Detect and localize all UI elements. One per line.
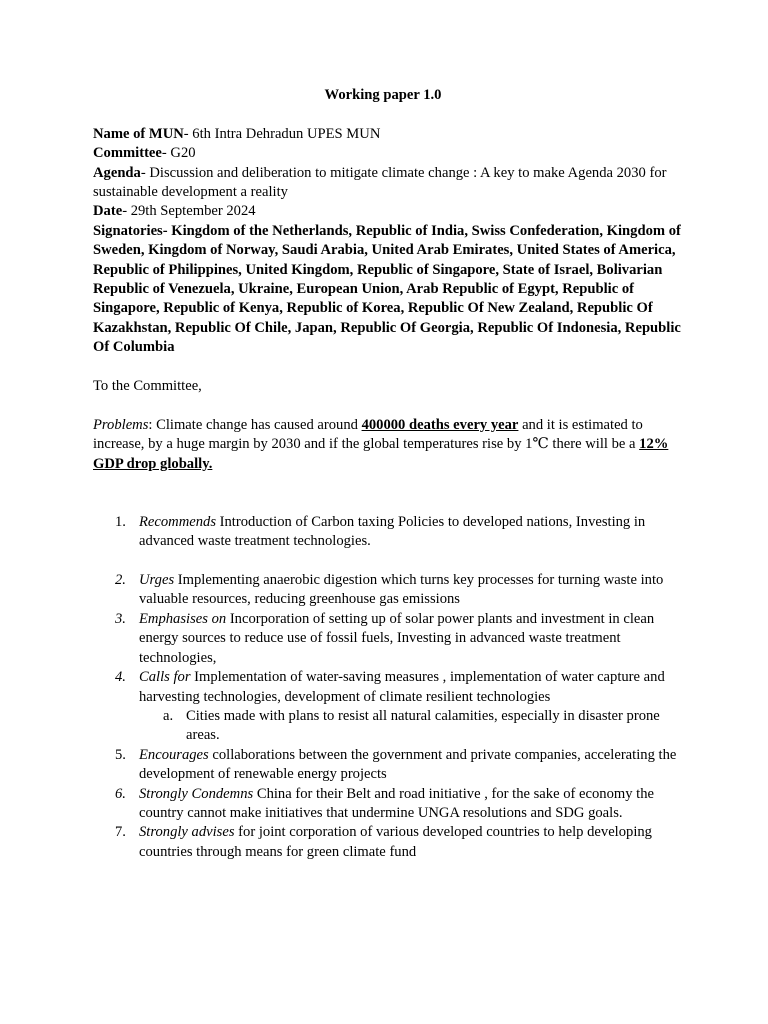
gdp-highlight: 12% GDP drop globally. xyxy=(93,436,669,472)
deaths-highlight: 400000 deaths every year xyxy=(361,416,519,433)
clause-strongly-condemns xyxy=(93,785,683,824)
clause-text: collaborations between the government and private companies, accelerating the development of renewable energy projects xyxy=(139,746,677,783)
salutation: To the Committee, xyxy=(93,378,202,395)
celsius-unit: ℃ xyxy=(532,436,549,453)
date-label: Date xyxy=(93,203,123,220)
clause-urges xyxy=(93,571,683,610)
document-title: Working paper 1.0 xyxy=(324,87,442,103)
mun-name-line xyxy=(93,125,683,144)
clause-encourages xyxy=(93,746,683,785)
sub-clause-text: Cities made with plans to resist all natural calamities, especially in disaster prone areas. xyxy=(186,707,660,744)
problems-text: there will be a xyxy=(548,436,640,453)
sub-clauses xyxy=(93,707,683,746)
clause-number: 2. xyxy=(115,572,126,589)
committee-line xyxy=(93,144,683,163)
mun-name-value: - 6th Intra Dehradun UPES MUN xyxy=(183,125,381,142)
mun-name-label: Name of MUN xyxy=(93,125,184,142)
signatories: Signatories- Kingdom of the Netherlands, Republic of India, Swiss Confederation, Kingdom of Sweden, Kingdom of Norway, Saudi Arabia, United Arab Emirates, United States of America, Republic of Philippines, United Kingdom, Republic of Singapore, State of Israel, Bolivarian Republic of Venezuela, Ukraine, European Union, Arab Republic of Egypt, Republic of Singapore, Republic of Kenya, Republic of Korea, Republic Of New Zealand, Republic Of Kazakhstan, Republic Of Chile, Japan, Republic Of Georgia, Republic Of Indonesia, Republic Of Columbia xyxy=(93,222,681,356)
clause-verb: Recommends xyxy=(139,513,216,530)
clause-number: 7. xyxy=(115,824,126,841)
working-paper xyxy=(93,86,683,862)
clause-verb: Urges xyxy=(139,572,175,589)
spacer xyxy=(93,358,683,377)
clause-number: 5. xyxy=(115,746,126,763)
clause-verb: Encourages xyxy=(139,746,209,763)
agenda-value: - Discussion and deliberation to mitigate climate change : A key to make Agenda 2030 for sustainable development a reality xyxy=(93,164,667,201)
clause-number: 6. xyxy=(115,785,126,802)
committee-value: - G20 xyxy=(161,145,196,162)
problems-paragraph xyxy=(93,416,683,474)
date-line xyxy=(93,202,683,221)
sub-clause-a xyxy=(93,707,683,746)
clause-verb: Strongly Condemns xyxy=(139,785,254,802)
clause-text: Incorporation of setting up of solar power plants and investment in clean energy sources to reduce use of fossil fuels, Investing in advanced waste treatment technologies, xyxy=(139,610,655,666)
clause-number: 4. xyxy=(115,669,126,686)
spacer xyxy=(93,474,683,513)
date-value: - 29th September 2024 xyxy=(122,203,256,220)
agenda-line xyxy=(93,164,683,203)
problems-text: and it is estimated to increase, by a huge margin by 2030 and if the global temperatures rise by 1 xyxy=(93,416,643,453)
spacer xyxy=(93,396,683,415)
clause-emphasises xyxy=(93,610,683,668)
clause-text: Implementing anaerobic digestion which turns key processes for turning waste into valuable resources, reducing greenhouse gas emissions xyxy=(139,572,664,608)
agenda-label: Agenda xyxy=(93,164,141,181)
clause-text: Implementation of water-saving measures , implementation of water capture and harvesting technologies, development of climate resilient technologies xyxy=(139,669,665,705)
clause-verb: Strongly advises xyxy=(139,824,235,841)
problems-label: Problems xyxy=(93,416,149,433)
clause-number: 1. xyxy=(115,513,126,530)
clause-recommends xyxy=(93,513,683,552)
clause-verb: Calls for xyxy=(139,669,191,686)
clause-strongly-advises xyxy=(93,823,683,862)
clause-text: Introduction of Carbon taxing Policies to developed nations, Investing in advanced waste treatment technologies. xyxy=(139,513,646,550)
clause-text: China for their Belt and road initiative , for the sake of economy the country cannot make initiatives that undermine UNGA resolutions and SDG goals. xyxy=(139,785,654,821)
clause-calls-for xyxy=(93,668,683,746)
clause-verb: Emphasises on xyxy=(139,610,227,627)
operative-clauses xyxy=(93,513,683,862)
clause-text: for joint corporation of various developed countries to help developing countries through means for green climate fund xyxy=(139,824,652,860)
committee-label: Committee xyxy=(93,145,162,162)
clause-number: 3. xyxy=(115,610,126,627)
sub-clause-number: a. xyxy=(163,707,174,724)
problems-text: : Climate change has caused around xyxy=(148,416,362,433)
